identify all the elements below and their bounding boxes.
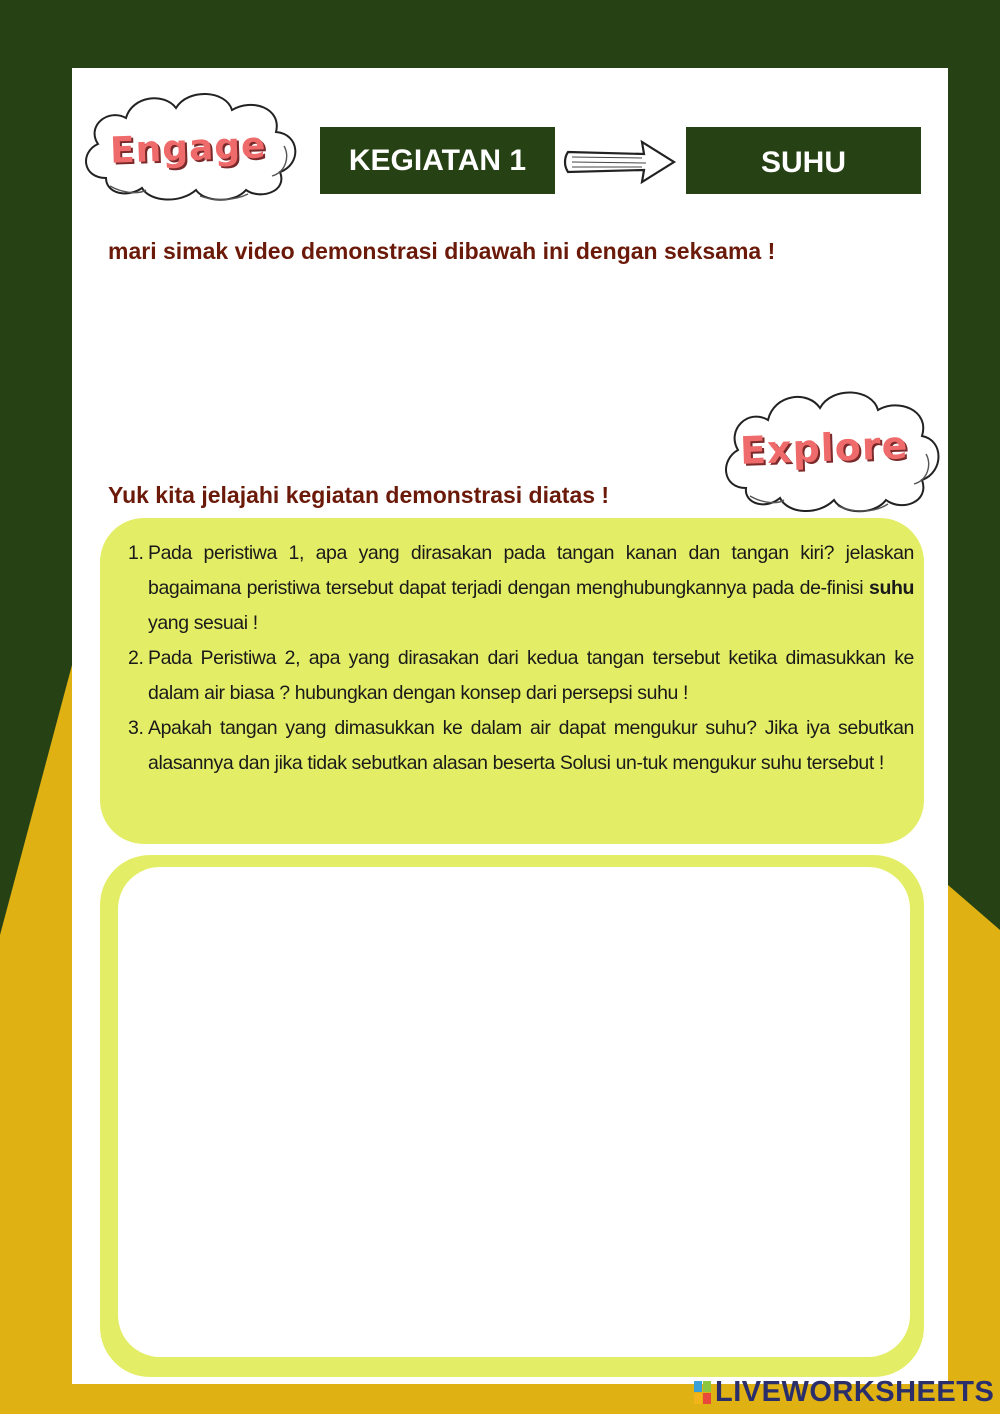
question-number: 1. — [128, 542, 144, 564]
question-list — [128, 536, 914, 781]
question-item — [128, 536, 914, 641]
logo-tile — [694, 1381, 702, 1392]
video-instruction: mari simak video demonstrasi dibawah ini dengan seksama ! — [108, 238, 776, 264]
answer-area[interactable] — [118, 867, 910, 1357]
activity-banner: KEGIATAN 1 — [320, 127, 555, 194]
question-item — [128, 711, 914, 781]
question-text — [148, 536, 914, 641]
liveworksheets-text: LIVEWORKSHEETS — [715, 1376, 995, 1408]
question-keyword: suhu — [869, 577, 914, 599]
question-text: Apakah tangan yang dimasukkan ke dalam air dapat mengukur suhu? Jika iya sebutkan alasannya dan jika tidak sebutkan alasan beserta Solusi un-tuk mengukur suhu tersebut ! — [148, 717, 914, 774]
explore-badge: Explore — [739, 423, 910, 473]
question-text-part: yang sesuai ! — [148, 612, 258, 634]
question-text-part: Pada peristiwa 1, apa yang dirasakan pada tangan kanan dan tangan kiri? jelaskan bagaimana peristiwa tersebut dapat terjadi dengan menghubungkannya pada de-finisi — [148, 542, 914, 599]
logo-tile — [694, 1393, 702, 1404]
explore-title: Yuk kita jelajahi kegiatan demonstrasi diatas ! — [108, 482, 610, 508]
arrow-right-icon — [562, 138, 680, 186]
question-number: 3. — [128, 717, 144, 739]
liveworksheets-mark-icon — [694, 1381, 711, 1404]
question-text: Pada Peristiwa 2, apa yang dirasakan dari kedua tangan tersebut ketika dimasukkan ke dalam air biasa ? hubungkan dengan konsep dari persepsi suhu ! — [148, 647, 914, 704]
logo-tile — [703, 1393, 711, 1404]
logo-tile — [703, 1381, 711, 1392]
question-number: 2. — [128, 647, 144, 669]
question-item — [128, 641, 914, 711]
engage-badge: Engage — [109, 125, 268, 172]
liveworksheets-logo — [694, 1376, 994, 1409]
topic-banner: SUHU — [686, 127, 921, 194]
